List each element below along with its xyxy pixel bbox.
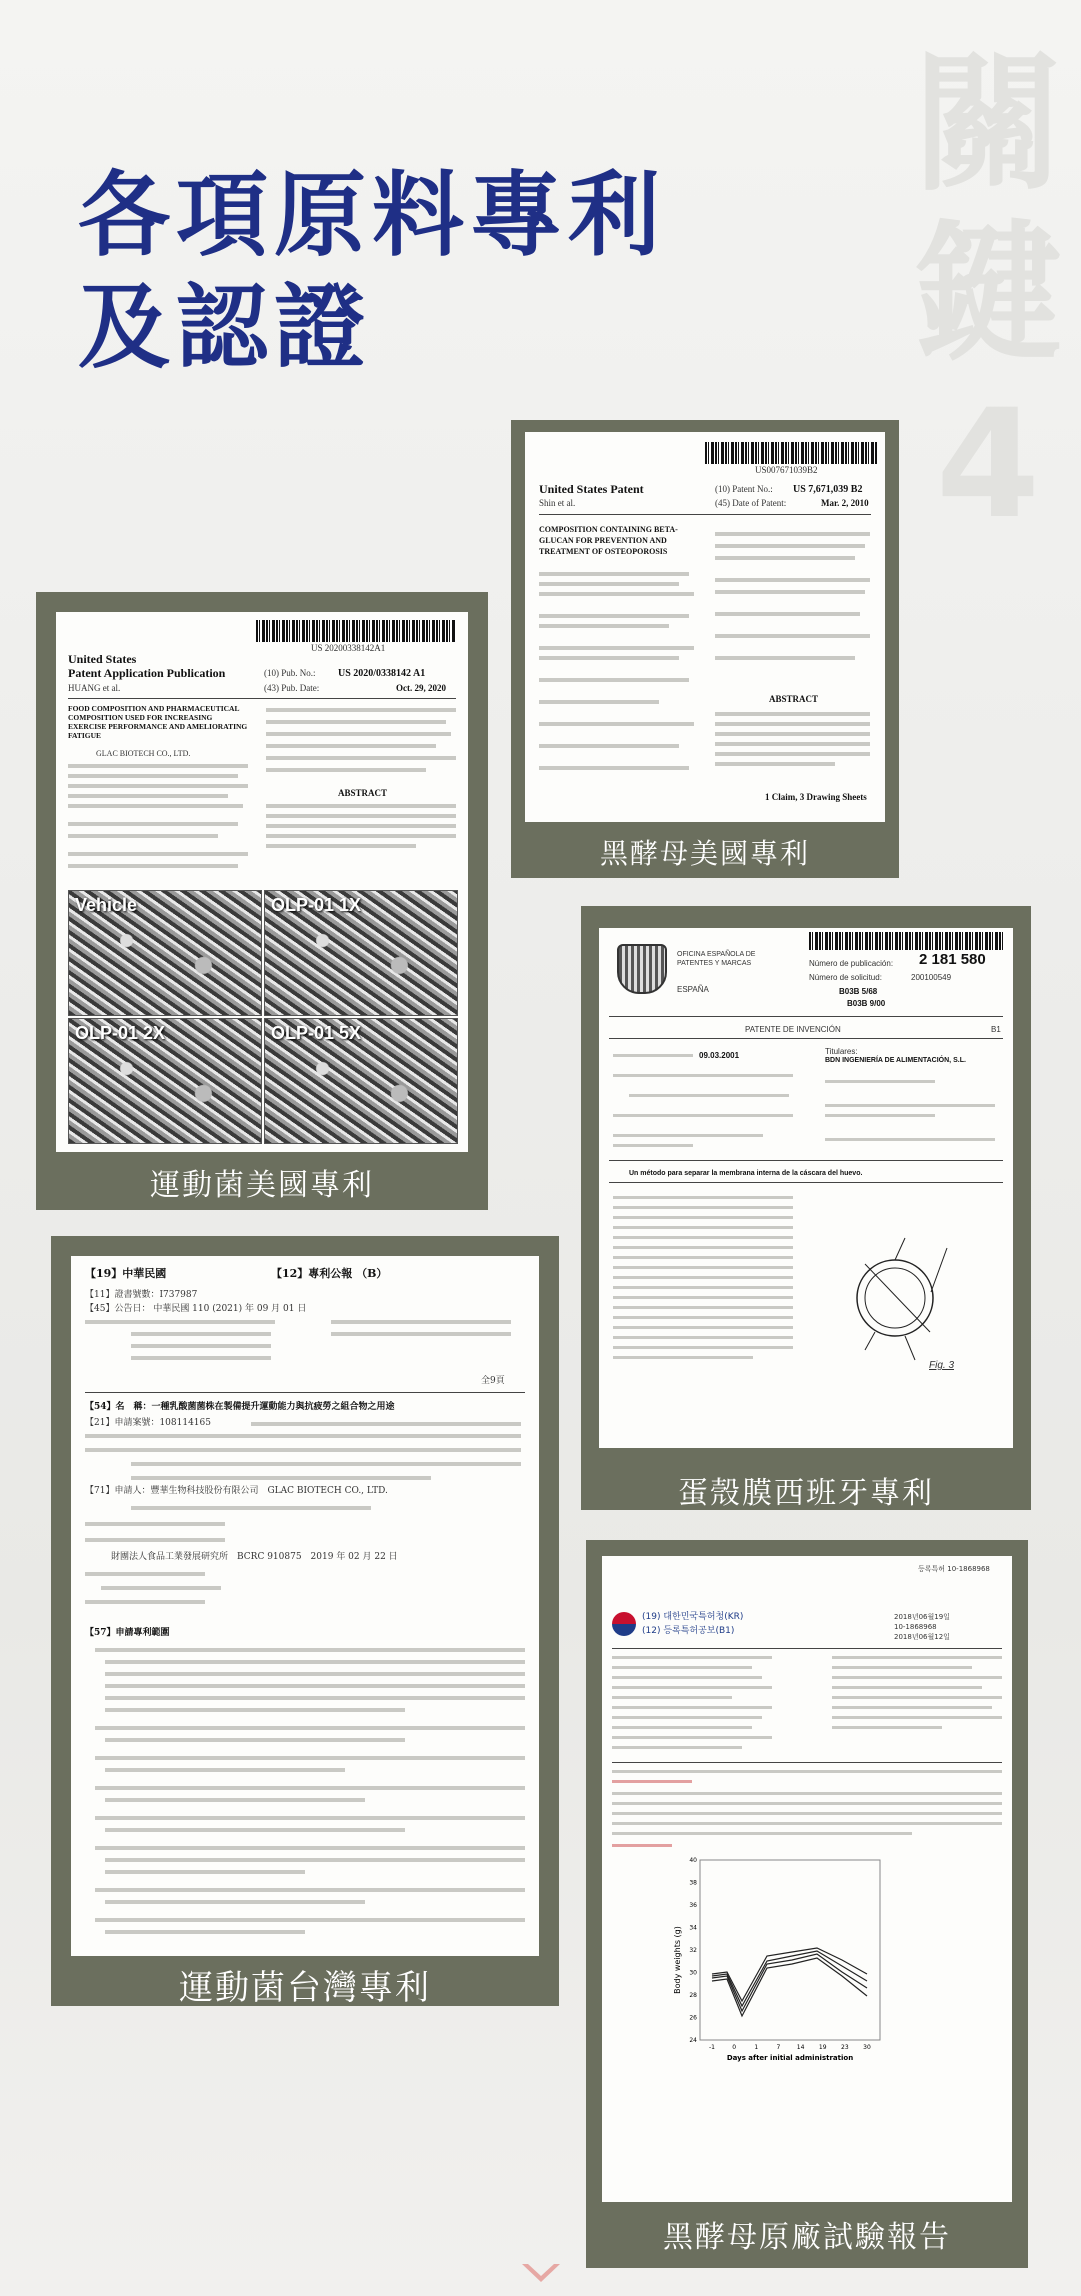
panel-label: Vehicle	[75, 895, 138, 915]
page-title-line2: 及認證	[78, 274, 373, 381]
kr-reg-date: 2018년06월19일	[894, 1613, 950, 1621]
spain-coat-of-arms-icon	[617, 944, 667, 994]
card-probiotic-us-patent	[36, 592, 488, 1210]
chart-y-tick: 36	[689, 1902, 697, 1909]
abstract-label: ABSTRACT	[338, 788, 388, 798]
tw-applicant: 【71】申請人：豐華生物科技股份有限公司 GLAC BIOTECH CO., LTD.	[85, 1486, 388, 1496]
app-no: 200100549	[911, 973, 952, 982]
scroll-down-chevron-icon[interactable]	[520, 2262, 562, 2284]
kr-gazette: (12) 등록특허공보(B1)	[642, 1626, 735, 1636]
patent-no-label: (10) Patent No.:	[715, 484, 773, 494]
tw-pub-date: 【45】公告日： 中華民國 110 (2021) 年 09 月 01 日	[85, 1304, 307, 1314]
invention-title: FOOD COMPOSITION AND PHARMACEUTICAL COMPOSITION USED FOR INCREASING EXERCISE PERFORMANCE AND AMELIORATING FATIGUE	[68, 704, 248, 740]
pub-no: US 2020/0338142 A1	[338, 668, 426, 679]
doc-type: PATENTE DE INVENCIÓN	[745, 1025, 841, 1034]
office-country: ESPAÑA	[677, 985, 709, 994]
tw-country: 【19】中華民國	[85, 1267, 167, 1280]
patent-no: US 7,671,039 B2	[793, 484, 863, 495]
tw-patent-no: 【11】證書號數：I737987	[85, 1290, 198, 1300]
pub-no-label: (10) Pub. No.:	[264, 668, 316, 678]
doc-kind: B1	[991, 1025, 1001, 1034]
yeast-us-patent-document	[525, 432, 885, 822]
applicant-name: GLAC BIOTECH CO., LTD.	[96, 749, 191, 758]
histology-image-1x	[264, 890, 458, 1016]
office-name: OFICINA ESPAÑOLA DE PATENTES Y MARCAS	[677, 951, 756, 967]
pub-date: Oct. 29, 2020	[396, 683, 446, 693]
claims-count: 1 Claim, 3 Drawing Sheets	[765, 792, 867, 802]
card-yeast-us-patent	[511, 420, 899, 878]
membrane-drawing-figure	[835, 1228, 985, 1378]
kr-office: (19) 대한민국특허청(KR)	[642, 1612, 744, 1622]
holder-label: Titulares:	[825, 1047, 858, 1056]
figure-label: Fig. 3	[929, 1360, 955, 1371]
doc-author: HUANG et al.	[68, 683, 121, 693]
chart-x-axis-label: Days after initial administration	[726, 2054, 854, 2062]
int-class-2: B03B 9/00	[847, 999, 886, 1008]
chart-y-tick: 30	[689, 1969, 697, 1977]
pub-date-label: (43) Pub. Date:	[264, 683, 320, 693]
key-tag-char-2: 鍵	[913, 208, 1064, 382]
chart-x-tick: 23	[841, 2044, 849, 2051]
holder-name: BDN INGENIERÍA DE ALIMENTACIÓN, S.L.	[825, 1057, 966, 1064]
tw-pages: 全9頁	[481, 1376, 505, 1386]
body-weight-chart	[672, 1856, 892, 2066]
card-eggshell-es-patent	[581, 906, 1031, 1510]
chart-y-tick: 32	[689, 1947, 697, 1954]
chart-y-tick: 38	[689, 1879, 697, 1887]
chart-x-tick: 1	[754, 2044, 759, 2051]
card-yeast-kr-report	[586, 1540, 1028, 2268]
chart-y-tick: 24	[689, 2037, 697, 2044]
app-no-label: Número de solicitud:	[809, 973, 882, 982]
key-tag-char-1: 關	[913, 38, 1064, 212]
chart-x-tick: 19	[818, 2044, 827, 2051]
barcode-image	[809, 932, 1005, 950]
chart-x-tick: 0	[732, 2044, 737, 2051]
kr-date: 2018년06월12일	[894, 1633, 950, 1641]
kr-reg-no-top: 등록특허 10-1868968	[918, 1565, 990, 1573]
doc-author: Shin et al.	[539, 498, 576, 508]
key-number-tag	[913, 40, 1063, 550]
kr-reg-no: 10-1868968	[894, 1623, 937, 1631]
chart-y-tick: 34	[689, 1924, 697, 1932]
korea-emblem-icon	[612, 1612, 636, 1636]
doc-heading: United States	[68, 652, 137, 666]
chart-x-tick: 7	[776, 2044, 781, 2051]
pub-no: 2 181 580	[919, 951, 986, 968]
abstract-label: ABSTRACT	[769, 694, 819, 704]
chart-x-tick: 14	[796, 2044, 805, 2051]
card-caption: 黑酵母原廠試驗報告	[663, 2220, 951, 2255]
card-probiotic-tw-patent	[51, 1236, 559, 2006]
panel-label: OLP-01 1X	[271, 895, 362, 915]
chart-y-axis-label: Body weights (g)	[673, 1926, 682, 1994]
patent-number-top: US 20200338142A1	[311, 643, 386, 653]
chart-x-tick: -1	[709, 2044, 715, 2051]
key-tag-number: 4	[935, 378, 1041, 552]
chart-y-tick: 40	[689, 1857, 697, 1864]
histology-image-vehicle	[68, 890, 262, 1016]
tw-doc-type: 【12】專利公報 （B）	[271, 1267, 388, 1280]
chart-y-tick: 26	[689, 2014, 697, 2022]
invention-title: Un método para separar la membrana interna de la cáscara del huevo.	[629, 1170, 863, 1177]
tw-deposit: 財團法人食品工業發展研究所 BCRC 910875 2019 年 02 月 22 日	[111, 1552, 398, 1562]
barcode-image	[256, 620, 456, 642]
histology-image-2x	[68, 1018, 262, 1144]
panel-label: OLP-01 2X	[75, 1023, 166, 1043]
card-caption: 運動菌台灣專利	[179, 1968, 431, 2008]
chart-x-tick: 30	[863, 2044, 871, 2051]
tw-claims-heading: 【57】申請專利範圍	[85, 1628, 170, 1638]
doc-heading: United States Patent	[539, 482, 644, 496]
patent-date-label: (45) Date of Patent:	[715, 498, 787, 508]
doc-subheading: Patent Application Publication	[68, 666, 226, 680]
tw-app-no: 【21】申請案號：108114165	[85, 1418, 211, 1428]
card-caption: 運動菌美國專利	[150, 1168, 374, 1203]
presentation-date: 09.03.2001	[699, 1051, 740, 1060]
page-title-line1: 各項原料專利	[78, 162, 667, 269]
yeast-kr-report-document	[602, 1556, 1012, 2202]
int-class: B03B 5/68	[839, 987, 878, 996]
chart-y-tick: 28	[689, 1992, 697, 1999]
histology-image-5x	[264, 1018, 458, 1144]
panel-label: OLP-01 5X	[271, 1023, 362, 1043]
pub-no-label: Número de publicación:	[809, 959, 894, 968]
invention-title: COMPOSITION CONTAINING BETA-GLUCAN FOR PREVENTION AND TREATMENT OF OSTEOPOROSIS	[539, 525, 678, 556]
probiotic-us-patent-document	[56, 612, 468, 1152]
probiotic-tw-patent-document	[71, 1256, 539, 1956]
tw-invention-name: 【54】名 稱：一種乳酸菌菌株在製備提升運動能力與抗疲勞之組合物之用途	[85, 1402, 395, 1412]
page-title	[78, 160, 666, 384]
card-caption: 黑酵母美國專利	[599, 837, 810, 870]
patent-number-top: US007671039B2	[755, 465, 818, 475]
eggshell-es-patent-document	[599, 928, 1013, 1448]
card-caption: 蛋殼膜西班牙專利	[678, 1476, 934, 1511]
barcode-image	[705, 442, 877, 464]
patent-date: Mar. 2, 2010	[821, 498, 869, 508]
